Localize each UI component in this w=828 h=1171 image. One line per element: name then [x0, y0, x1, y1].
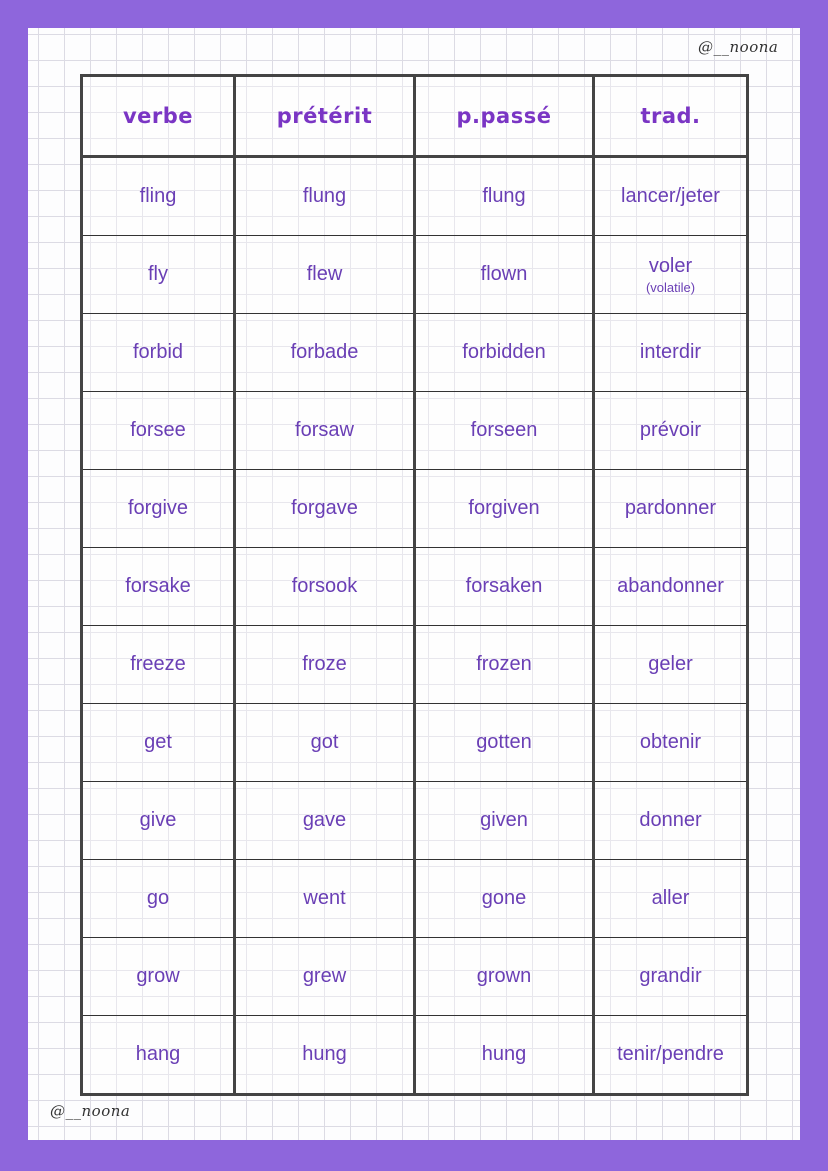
past-participle-cell [415, 704, 594, 782]
table-row [82, 548, 748, 626]
translation-cell [594, 938, 748, 1016]
preterit-cell [235, 314, 415, 392]
table-row [82, 938, 748, 1016]
verb-cell-text: forsee [130, 419, 186, 441]
preterit-cell-text: forsaw [295, 419, 354, 441]
preterit-cell [235, 860, 415, 938]
preterit-cell [235, 470, 415, 548]
translation-cell-text: lancer/jeter [621, 185, 720, 207]
translation-cell-text: pardonner [624, 497, 717, 519]
table-row [82, 860, 748, 938]
translation-cell [594, 1016, 748, 1095]
translation-cell-text: geler [648, 653, 693, 675]
preterit-cell-text: froze [302, 653, 347, 675]
header-trad: trad. [594, 76, 748, 157]
preterit-cell [235, 782, 415, 860]
past-participle-cell-text: hung [481, 1043, 527, 1065]
table-row [82, 157, 748, 236]
table-row [82, 392, 748, 470]
preterit-cell [235, 392, 415, 470]
preterit-cell [235, 704, 415, 782]
table-row [82, 782, 748, 860]
verb-cell-text: fling [139, 185, 177, 207]
past-participle-cell-text: flown [480, 263, 528, 285]
header-preterit: prétérit [235, 76, 415, 157]
preterit-cell-text: gave [302, 809, 347, 831]
preterit-cell [235, 938, 415, 1016]
header-row [82, 76, 748, 157]
table-row [82, 626, 748, 704]
preterit-cell-text: hung [302, 1043, 347, 1065]
past-participle-cell-text: frozen [476, 653, 532, 675]
past-participle-cell-text: forseen [470, 419, 538, 441]
verb-cell-text: forsake [125, 575, 191, 597]
preterit-cell-text: flew [306, 263, 343, 285]
translation-cell-text: obtenir [639, 731, 702, 753]
translation-cell [594, 314, 748, 392]
translation-cell [594, 157, 748, 236]
irregular-verbs-table [80, 74, 749, 1096]
preterit-cell-text: forsook [291, 575, 358, 597]
translation-cell [594, 704, 748, 782]
verb-cell-text: give [139, 809, 177, 831]
table-row [82, 314, 748, 392]
past-participle-cell [415, 548, 594, 626]
preterit-cell-text: went [303, 887, 346, 909]
past-participle-cell [415, 392, 594, 470]
past-participle-cell [415, 938, 594, 1016]
translation-cell [594, 392, 748, 470]
verb-cell-text: freeze [130, 653, 186, 675]
past-participle-cell-text: flung [482, 185, 526, 207]
past-participle-cell-text: grown [476, 965, 532, 987]
past-participle-cell-text: gotten [476, 731, 532, 753]
table-row [82, 1016, 748, 1095]
header-ppasse: p.passé [415, 76, 594, 157]
past-participle-cell [415, 470, 594, 548]
verb-cell [82, 782, 235, 860]
verb-cell [82, 157, 235, 236]
verb-cell [82, 704, 235, 782]
translation-cell [594, 470, 748, 548]
verb-cell-text: forgive [127, 497, 189, 519]
verb-cell [82, 938, 235, 1016]
translation-cell [594, 548, 748, 626]
preterit-cell-text: forgave [291, 497, 358, 519]
past-participle-cell [415, 860, 594, 938]
past-participle-cell-text: forsaken [465, 575, 543, 597]
translation-cell [594, 782, 748, 860]
past-participle-cell [415, 782, 594, 860]
verb-cell-text: grow [136, 965, 180, 987]
preterit-cell [235, 626, 415, 704]
past-participle-cell [415, 1016, 594, 1095]
verb-cell [82, 392, 235, 470]
past-participle-cell [415, 314, 594, 392]
verb-cell [82, 314, 235, 392]
translation-cell [594, 626, 748, 704]
preterit-cell [235, 548, 415, 626]
verb-cell [82, 470, 235, 548]
verb-cell-text: fly [148, 263, 168, 285]
table-row [82, 470, 748, 548]
translation-note: (volatile) [645, 279, 696, 295]
preterit-cell [235, 157, 415, 236]
table-row [82, 704, 748, 782]
verb-cell [82, 1016, 235, 1095]
verb-cell-text: forbid [132, 341, 184, 363]
translation-cell-text: abandonner [617, 575, 724, 597]
verb-cell-text: get [144, 731, 172, 753]
translation-cell-text: donner [639, 809, 702, 831]
preterit-cell [235, 1016, 415, 1095]
verb-cell [82, 860, 235, 938]
past-participle-cell-text: given [480, 809, 528, 831]
verb-cell-text: hang [135, 1043, 181, 1065]
preterit-cell-text: forbade [290, 341, 359, 363]
preterit-cell-text: flung [302, 185, 347, 207]
translation-cell-text: grandir [639, 965, 702, 987]
preterit-cell [235, 236, 415, 314]
verb-cell [82, 236, 235, 314]
past-participle-cell-text: forgiven [468, 497, 540, 519]
preterit-cell-text: got [310, 731, 339, 753]
verb-cell [82, 548, 235, 626]
past-participle-cell-text: gone [481, 887, 527, 909]
translation-cell-text: voler [648, 254, 693, 277]
past-participle-cell [415, 157, 594, 236]
translation-cell [594, 236, 748, 314]
translation-cell-text: prévoir [639, 419, 702, 441]
verb-cell [82, 626, 235, 704]
past-participle-cell [415, 236, 594, 314]
translation-cell-text: tenir/pendre [617, 1043, 724, 1065]
preterit-cell-text: grew [302, 965, 347, 987]
translation-cell [594, 860, 748, 938]
author-handle-bottom: @__noona [50, 1102, 131, 1120]
verb-cell-text: go [146, 887, 170, 909]
header-verbe: verbe [82, 76, 235, 157]
past-participle-cell-text: forbidden [462, 341, 546, 363]
author-handle-top: @__noona [698, 38, 779, 56]
translation-cell-text: interdir [639, 341, 702, 363]
past-participle-cell [415, 626, 594, 704]
translation-cell-text: aller [651, 887, 690, 909]
table-row [82, 236, 748, 314]
